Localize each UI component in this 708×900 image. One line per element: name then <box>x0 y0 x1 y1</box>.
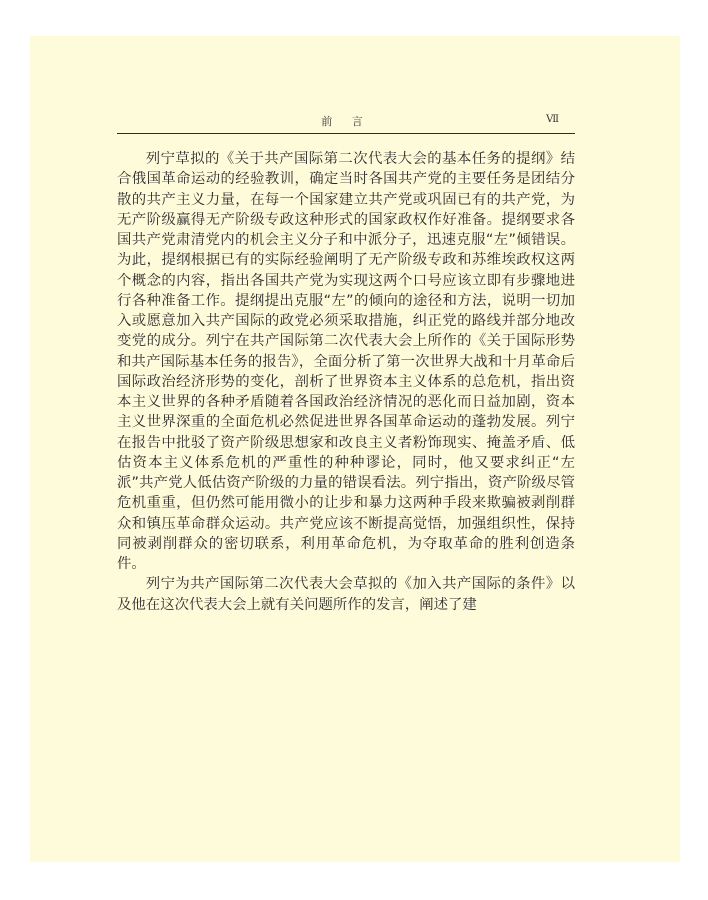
paragraph: 列宁为共产国际第二次代表大会草拟的《加入共产国际的条件》以及他在这次代表大会上就有关问题所作的发言，阐述了建 <box>117 576 575 613</box>
running-head-title: 前 言 <box>321 115 371 128</box>
body-text <box>117 149 575 615</box>
page-number: Ⅶ <box>546 114 559 125</box>
page-header <box>117 112 575 134</box>
paragraph: 列宁草拟的《关于共产国际第二次代表大会的基本任务的提纲》结合俄国革命运动的经验教训，确定当时各国共产党的主要任务是团结分散的共产主义力量，在每一个国家建立共产党或巩固已有的共产党，为无产阶级赢得无产阶级专政这种形式的国家政权作好准备。提纲要求各国共产党肃清党内的机会主义分子和中派分子，迅速克服“左”倾错误。为此，提纲根据已有的实际经验阐明了无产阶级专政和苏维埃政权这两个概念的内容，指出各国共产党为实现这两个口号应该立即有步骤地进行各种准备工作。提纲提出克服“左”的倾向的途径和方法，说明一切加入或愿意加入共产国际的政党必须采取措施，纠正党的路线并部分地改变党的成分。列宁在共产国际第二次代表大会上所作的《关于国际形势和共产国际基本任务的报告》，全面分析了第一次世界大战和十月革命后国际政治经济形势的变化，剖析了世界资本主义体系的总危机，指出资本主义世界的各种矛盾随着各国政治经济情况的恶化而日益加剧，资本主义世界深重的全面危机必然促进世界各国革命运动的蓬勃发展。列宁在报告中批驳了资产阶级思想家和改良主义者粉饰现实、掩盖矛盾、低估资本主义体系危机的严重性的种种谬论，同时，他又要求纠正“左派”共产党人低估资产阶级的力量的错误看法。列宁指出，资产阶级尽管危机重重，但仍然可能用微小的让步和暴力这两种手段来欺骗被剥削群众和镇压革命群众运动。共产党应该不断提高觉悟，加强组织性，保持同被剥削群众的密切联系，利用革命危机，为夺取革命的胜利创造条件。 <box>117 151 575 572</box>
